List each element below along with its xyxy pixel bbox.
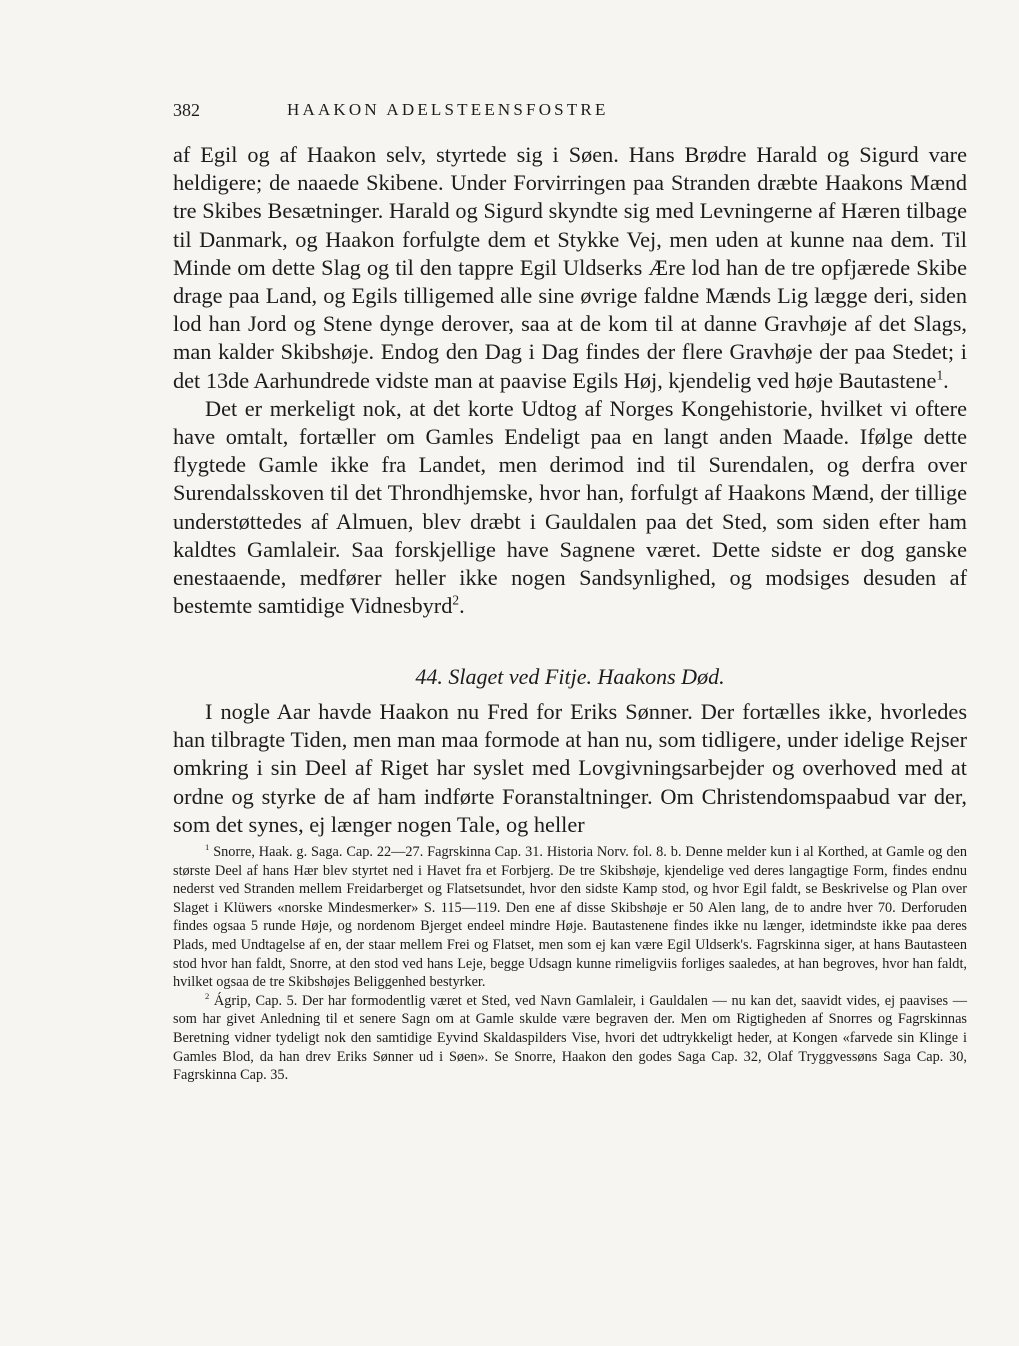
- paragraph: af Egil og af Haakon selv, styrtede sig i Søen. Hans Brødre Harald og Sigurd vare heldigere; de naaede Skibene. Under Forvirringen paa Stranden dræbte Haakons Mænd tre Skibes Besætninger. Harald og Sigurd skyndte sig med Levningerne af Hæren tilbage til Danmark, og Haakon forfulgte dem et Stykke Vej, men uden at kunne naa dem. Til Minde om dette Slag og til den tappre Egil Uldserks Ære lod han de tre opfjærede Skibe drage paa Land, og Egils tilligemed alle sine øvrige faldne Mænds Lig lægge deri, siden lod han Jord og Stene dynge derover, saa at de kom til at danne Gravhøje af det Slags, man kalder Skibshøje. Endog den Dag i Dag findes der flere Gravhøje der paa Stedet; i det 13de Aarhundrede vidste man at paavise Egils Høj, kjendelig ved høje Bautastene$^1$.: [173, 142, 967, 393]
- footnote: $^2$ Ágrip, Cap. 5. Der har formodentlig været et Sted, ved Navn Gamlaleir, i Gauldalen — nu kan det, saavidt vides, ej paavises — som har givet Anledning til et senere Sagn om at Gamle skulde være begraven der. Men om Rigtigheden af Snorres og Fagrskinnas Beretning vidner tydeligt nok den samtidige Eyvind Skaldaspilders Vise, hvori det udtrykkeligt heder, at Kongen «farvede sin Klinge i Gamles Blod, da han drev Eriks Sønner ud i Søen». Se Snorre, Haakon den godes Saga Cap. 32, Olaf Tryggvessøns Saga Cap. 30, Fagrskinna Cap. 35.: [173, 990, 967, 1084]
- footnote-ref: 1: [936, 367, 944, 383]
- running-title: HAAKON ADELSTEENSFOSTRE: [287, 100, 609, 119]
- section-body: [173, 698, 967, 839]
- page-header: [173, 100, 973, 126]
- footnotes: [173, 843, 967, 1085]
- paragraph: I nogle Aar havde Haakon nu Fred for Eriks Sønner. Der fortælles ikke, hvorledes han tilbragte Tiden, men man maa formode at han nu, som tidligere, under idelige Rejser omkring i sin Deel af Riget har syslet med Lovgivningsarbejder og overhoved med at ordne og styrke de af ham indførte Foranstaltninger. Om Christendomspaabud var der, som det synes, ej længer nogen Tale, og heller: [173, 699, 967, 837]
- footnote-mark: 1: [205, 842, 210, 853]
- paragraph: Det er merkeligt nok, at det korte Udtog af Norges Kongehistorie, hvilket vi oftere have omtalt, fortæller om Gamles Endeligt paa en langt anden Maade. Ifølge dette flygtede Gamle ikke fra Landet, men derimod ind til Surendalen, og derfra over Surendalsskoven til det Throndhjemske, hvor han, forfulgt af Haakons Mænd, der tillige understøttedes af Almuen, blev dræbt i Gauldalen paa det Sted, som siden efter ham kaldtes Gamlaleir. Saa forskjellige have Sagnene været. Dette sidste er dog ganske enestaaende, medfører heller ikke nogen Sandsynlighed, og modsiges desuden af bestemte samtidige Vidnesbyrd$^2$.: [173, 395, 967, 619]
- footnote-ref: 2: [452, 592, 460, 608]
- footnote-mark: 2: [205, 990, 210, 1001]
- section-heading: 44. Slaget ved Fitje. Haakons Død.: [415, 664, 725, 689]
- footnote: $^1$ Snorre, Haak. g. Saga. Cap. 22—27. Fagrskinna Cap. 31. Historia Norv. fol. 8. b. Denne melder kun i al Korthed, at Gamle og den største Deel af hans Hær blev styrtet ned i Havet fra et Forbjerg. De tre Skibshøje, kjendelige ved deres langagtige Form, findes endnu nederst ved Stranden mellem Freidarberget og Flatsetsundet, hvor den sidste Kamp stod, og hvor Egil faldt, se Beskrivelse og Plan over Slaget i Klüwers «norske Mindesmerker» S. 115—119. Den ene af disse Skibshøje er 50 Alen lang, de to andre hver 70. Derforuden findes ogsaa 5 runde Høje, og nordenom Bjerget endeel mindre Høje. Bautastenene findes ikke nu længer, idetmindste ikke paa deres Plads, med Undtagelse af en, der staar mellem Frei og Flatset, men som ej kan være Egil Uldserk's. Fagrskinna siger, at hans Bautasteen stod hvor han faldt, Snorre, at den stod ved hans Leje, begge Udsagn kunne rimeligviis forliges saaledes, at han begroves, hvor han faldt, hvilket ogsaa de tre Skibshøjes Beliggenhed bestyrker.: [173, 842, 967, 991]
- body-text: [173, 141, 967, 620]
- page-number: 382: [173, 100, 200, 120]
